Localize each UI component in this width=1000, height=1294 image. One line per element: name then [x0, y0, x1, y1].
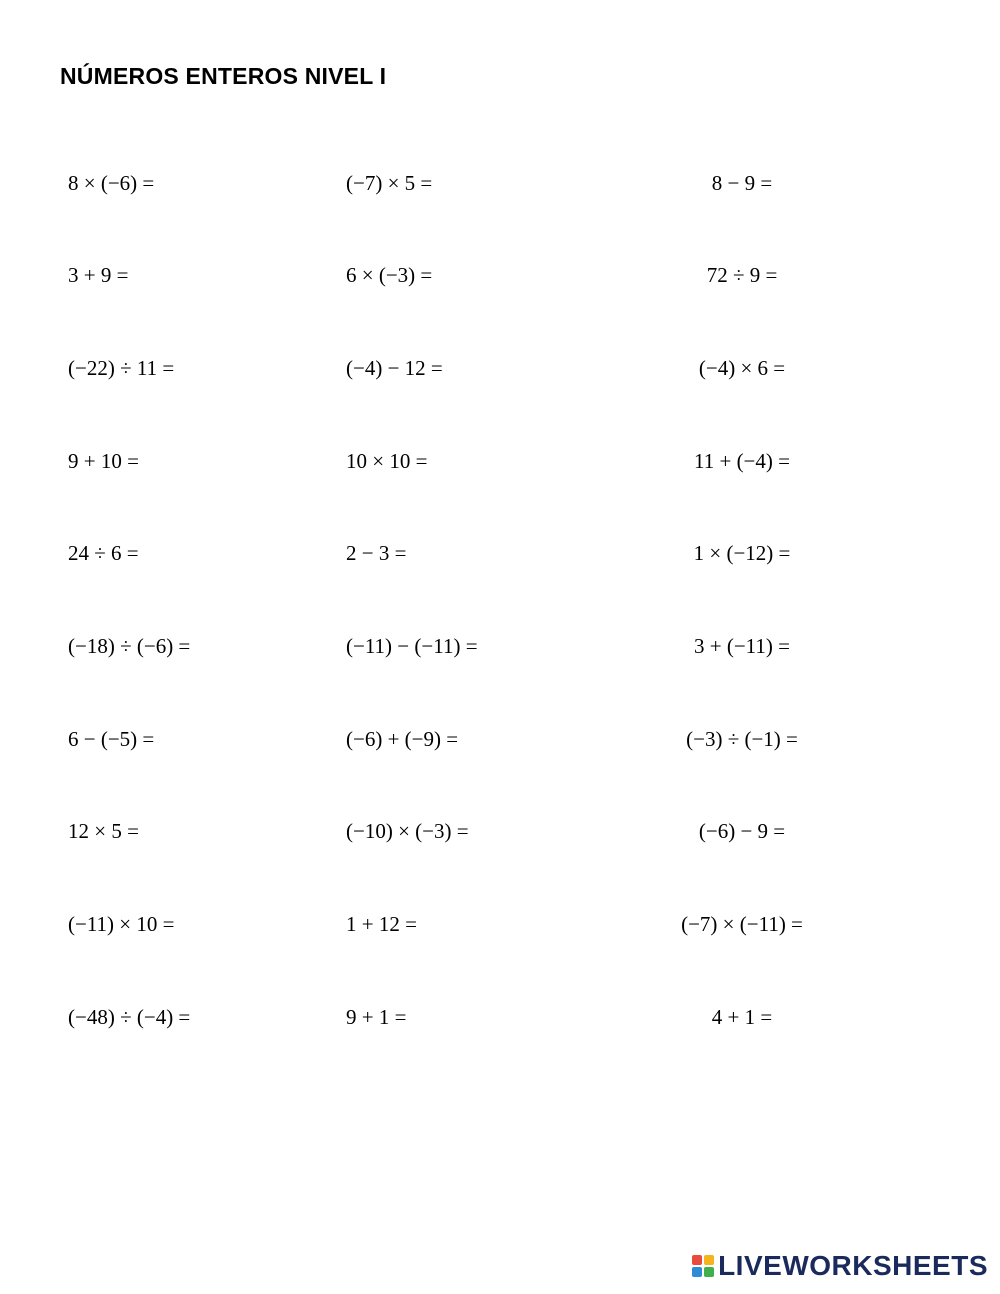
- exercise: 9 + 1 =: [346, 1005, 407, 1029]
- exercise: (−22) ÷ 11 =: [68, 356, 175, 380]
- exercise: (−6) − 9 =: [698, 819, 786, 843]
- exercise: 6 × (−3) =: [346, 263, 433, 287]
- exercise: 3 + (−11) =: [694, 634, 790, 658]
- exercise: (−11) − (−11) =: [346, 634, 478, 658]
- exercise: 24 ÷ 6 =: [68, 541, 139, 565]
- exercise: 6 − (−5) =: [68, 727, 155, 751]
- exercise: (−18) ÷ (−6) =: [68, 634, 191, 658]
- exercise: (−7) × 5 =: [346, 171, 433, 195]
- exercise: (−4) − 12 =: [346, 356, 443, 380]
- exercise: 1 × (−12) =: [693, 541, 791, 565]
- exercise: 10 × 10 =: [346, 449, 428, 473]
- exercise: 12 × 5 =: [68, 819, 139, 843]
- exercise: (−10) × (−3) =: [346, 819, 469, 843]
- exercise: 72 ÷ 9 =: [706, 263, 778, 287]
- exercise: (−6) + (−9) =: [346, 727, 459, 751]
- logo-text: LIVEWORKSHEETS: [718, 1250, 988, 1281]
- exercise: 9 + 10 =: [68, 449, 139, 473]
- exercise: 4 + 1 =: [711, 1005, 773, 1029]
- liveworksheets-logo-icon: [692, 1255, 714, 1277]
- exercise: 2 − 3 =: [346, 541, 407, 565]
- exercise: 3 + 9 =: [68, 263, 129, 287]
- exercise: 8 × (−6) =: [68, 171, 155, 195]
- exercise: (−7) × (−11) =: [681, 912, 803, 936]
- exercise: (−4) × 6 =: [698, 356, 786, 380]
- exercise: 1 + 12 =: [346, 912, 417, 936]
- page-title: NÚMEROS ENTEROS NIVEL I: [60, 63, 387, 89]
- liveworksheets-logo: [692, 1250, 988, 1282]
- exercise: (−11) × 10 =: [68, 912, 175, 936]
- exercise: 11 + (−4) =: [694, 449, 790, 473]
- exercise: (−48) ÷ (−4) =: [68, 1005, 191, 1029]
- exercise: 8 − 9 =: [711, 171, 773, 195]
- exercise: (−3) ÷ (−1) =: [686, 727, 798, 751]
